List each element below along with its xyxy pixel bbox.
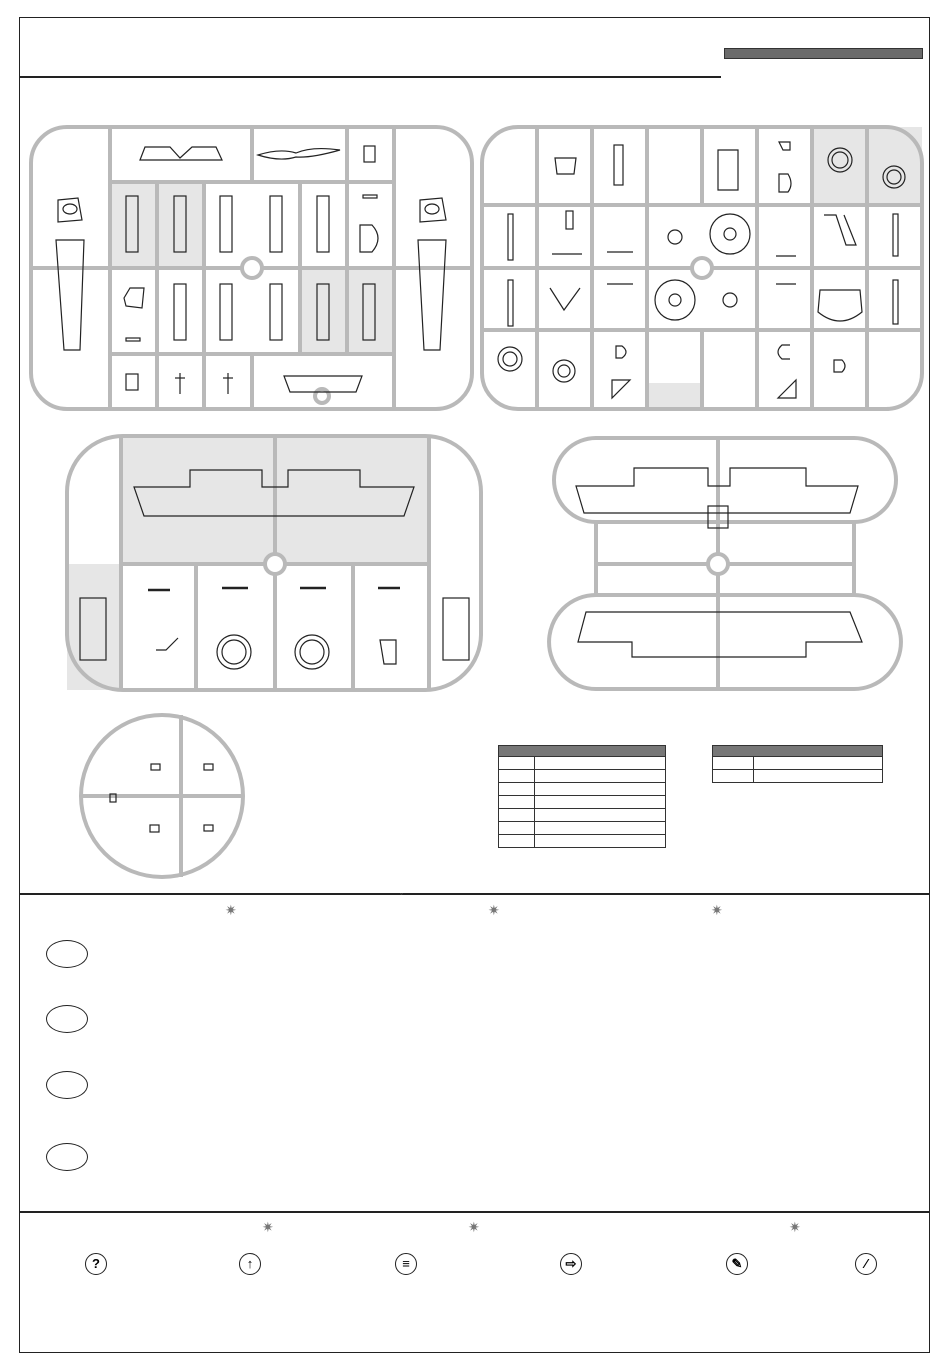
paint-brush-icon: ✎ <box>726 1253 748 1275</box>
sprue-b <box>482 127 922 409</box>
parts-table-1-header <box>499 746 666 757</box>
language-badge <box>46 940 88 968</box>
question-icon: ? <box>85 1253 107 1275</box>
sparkle-icon: ✷ <box>225 902 237 918</box>
table-row <box>754 757 883 770</box>
sprue-c <box>67 436 481 690</box>
table-row <box>535 835 666 848</box>
table-row <box>535 770 666 783</box>
drill-icon: ≡ <box>395 1253 417 1275</box>
sprue-d <box>549 438 901 689</box>
sparkle-icon: ✷ <box>468 1219 480 1235</box>
language-badge <box>46 1071 88 1099</box>
arrow-right-icon: ⇨ <box>560 1253 582 1275</box>
table-row <box>535 822 666 835</box>
table-row <box>535 809 666 822</box>
language-badge <box>46 1143 88 1171</box>
caret-icon: ˇ <box>400 892 403 902</box>
parts-table-1 <box>498 745 666 848</box>
sparkle-icon: ✷ <box>488 902 500 918</box>
sparkle-icon: ✷ <box>789 1219 801 1235</box>
table-row <box>754 770 883 783</box>
parts-table-2-header <box>713 746 883 757</box>
arrow-up-icon: ↑ <box>239 1253 261 1275</box>
table-row <box>535 796 666 809</box>
sprue-e <box>81 715 243 877</box>
table-row <box>535 783 666 796</box>
sprue-a <box>31 127 472 409</box>
language-badge <box>46 1005 88 1033</box>
sparkle-icon: ✷ <box>711 902 723 918</box>
table-row <box>535 757 666 770</box>
glue-icon: ⁄ <box>855 1253 877 1275</box>
parts-table-2 <box>712 745 883 783</box>
sparkle-icon: ✷ <box>262 1219 274 1235</box>
